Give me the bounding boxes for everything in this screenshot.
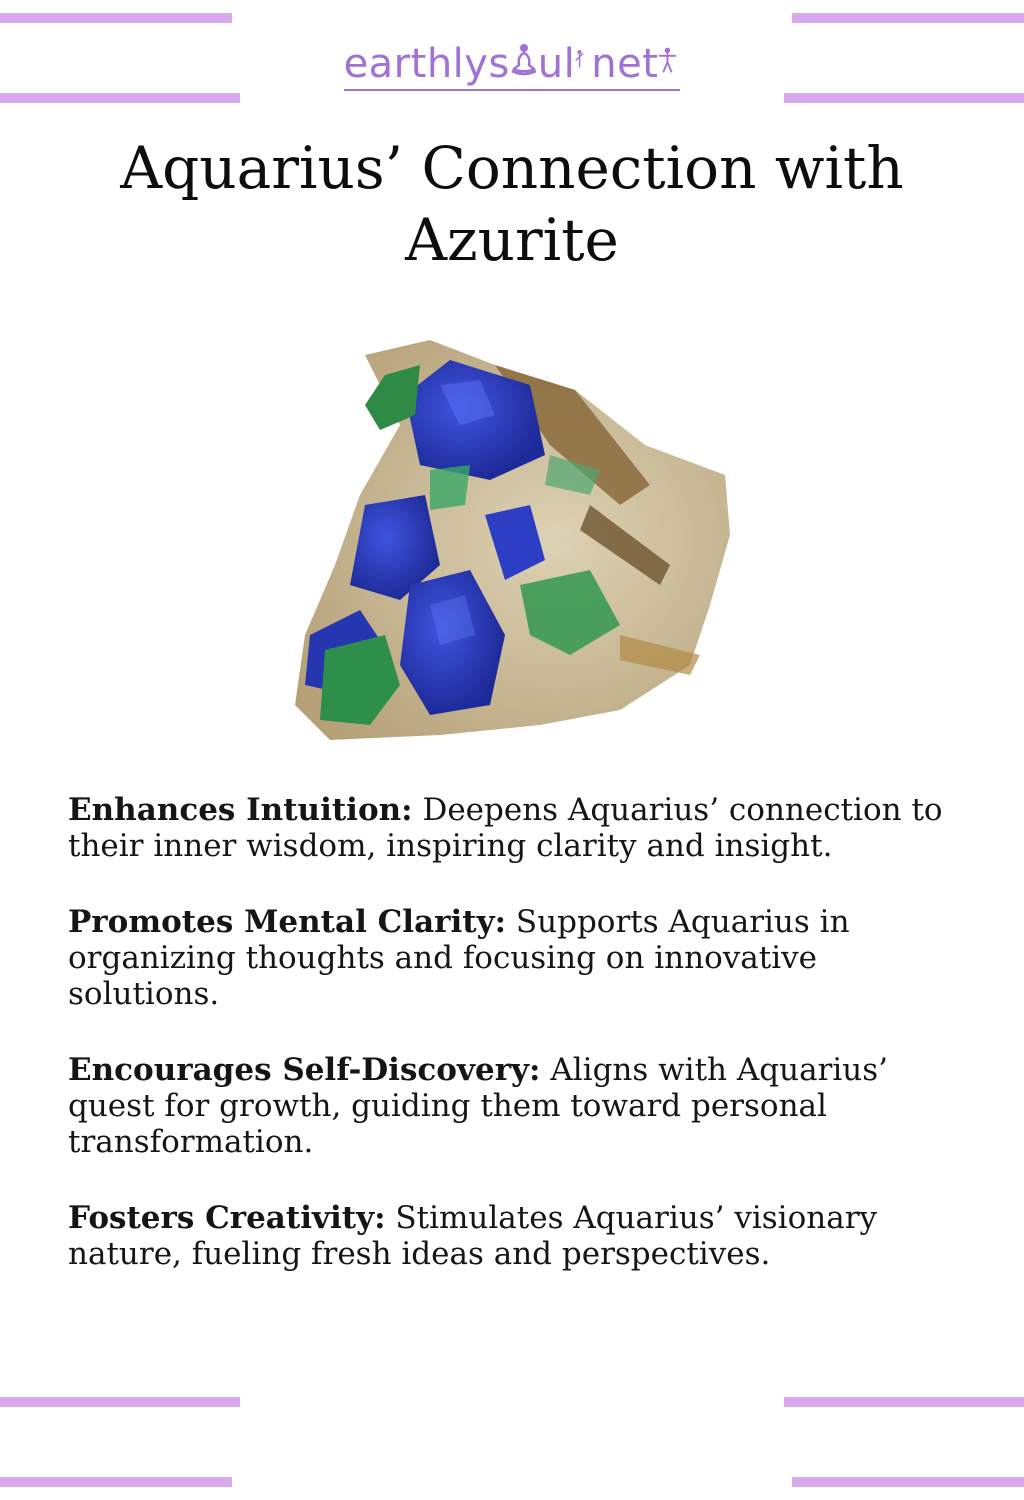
page-title: Aquarius’ Connection with Azurite xyxy=(120,134,904,274)
meditating-figure-icon xyxy=(510,41,538,77)
bottom-right-bar-lower xyxy=(792,1477,1024,1487)
benefit-text: Stimulates Aquarius’ visionary nature, fueling fresh ideas and perspectives. xyxy=(68,1200,878,1272)
logo-text-part3: net xyxy=(591,41,659,87)
benefit-item xyxy=(68,904,958,1012)
dancing-figure-icon xyxy=(575,41,591,77)
bottom-left-bar-lower xyxy=(0,1477,232,1487)
benefit-heading: Fosters Creativity: xyxy=(68,1200,386,1236)
benefit-text: Aligns with Aquarius’ quest for growth, guiding them toward personal transformation. xyxy=(68,1052,889,1160)
benefit-text: Deepens Aquarius’ connection to their inner wisdom, inspiring clarity and insight. xyxy=(68,792,943,864)
benefit-text: Supports Aquarius in organizing thoughts and focusing on innovative solutions. xyxy=(68,904,850,1012)
logo-text-part1: earthlys xyxy=(343,41,510,87)
benefit-heading: Encourages Self-Discovery: xyxy=(68,1052,541,1088)
dancing-figure-icon xyxy=(658,41,680,77)
benefit-heading: Enhances Intuition: xyxy=(68,792,413,828)
top-left-bar-upper xyxy=(0,13,232,23)
bottom-left-bar-upper xyxy=(0,1397,240,1407)
benefit-item xyxy=(68,1200,958,1272)
logo-text-part2: ul xyxy=(537,41,576,87)
site-logo[interactable] xyxy=(0,36,1024,96)
logo-underline xyxy=(344,89,681,91)
logo-wordmark[interactable] xyxy=(344,41,681,91)
benefit-item xyxy=(68,1052,958,1160)
benefit-heading: Promotes Mental Clarity: xyxy=(68,904,507,940)
azurite-stone-image xyxy=(290,335,735,745)
benefit-item xyxy=(68,792,958,864)
top-right-bar-upper xyxy=(792,13,1024,23)
bottom-right-bar-upper xyxy=(784,1397,1024,1407)
